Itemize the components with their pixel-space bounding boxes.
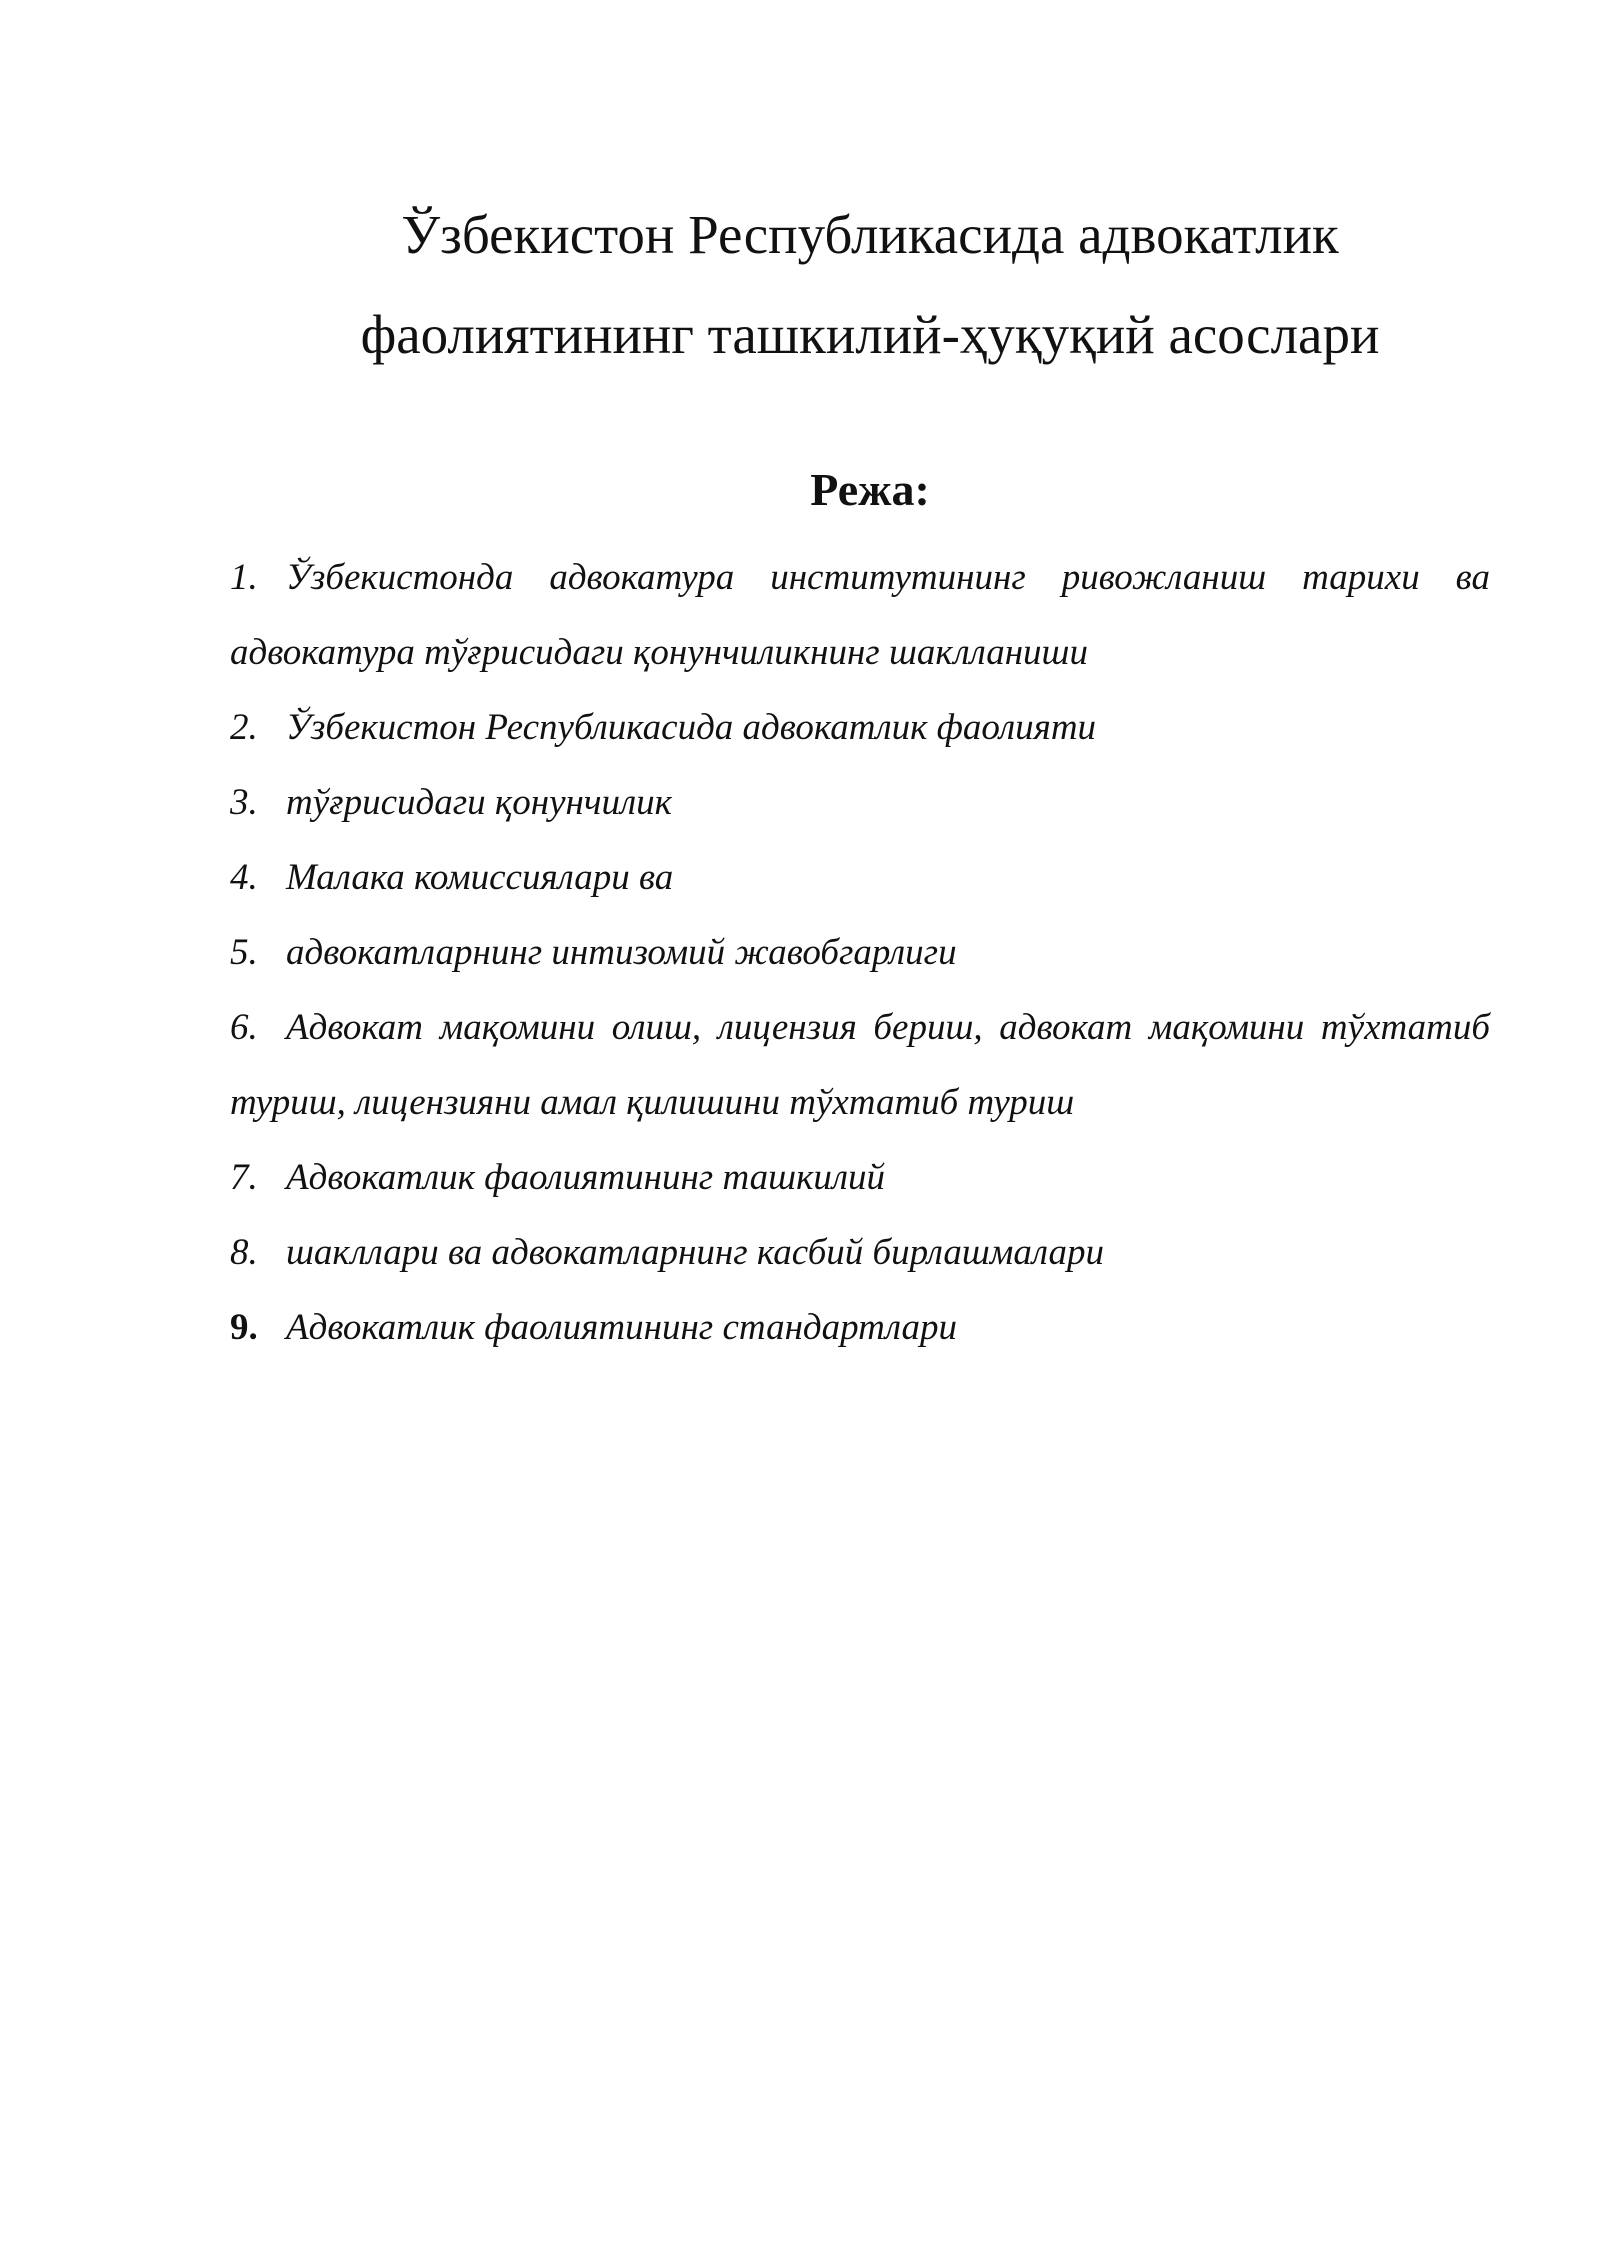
document-title-line-1: Ўзбекистон Республикасида адвокатлик	[401, 203, 1339, 265]
plan-item-number: 8.	[230, 1232, 258, 1273]
plan-item-text: Ўзбекистонда адвокатура институтининг ривожланиш тарихи ва адвокатура тўғрисидаги қонунчиликнинг шаклланиши	[230, 557, 1490, 673]
plan-item-text: Адвокатлик фаолиятининг стандартлари	[286, 1307, 957, 1348]
plan-item-9	[230, 1290, 1490, 1365]
plan-heading: Режа:	[810, 464, 930, 515]
document-title-line-2: фаолиятининг ташкилий-ҳуқуқий асослари	[360, 303, 1380, 365]
plan-item-number: 6.	[230, 1007, 258, 1048]
plan-item-6	[230, 990, 1490, 1140]
plan-item-number: 9.	[230, 1307, 258, 1348]
plan-item-2	[230, 690, 1490, 765]
plan-list	[230, 540, 1490, 1365]
plan-item-number: 5.	[230, 932, 258, 973]
document-title	[200, 185, 1540, 385]
plan-item-3	[230, 765, 1490, 840]
plan-item-text: тўғрисидаги қонунчилик	[286, 782, 672, 823]
plan-item-text: шакллари ва адвокатларнинг касбий бирлашмалари	[286, 1232, 1104, 1273]
plan-item-text: Малака комиссиялари ва	[286, 857, 674, 898]
plan-item-number: 3.	[230, 782, 258, 823]
plan-item-number: 1.	[230, 557, 258, 598]
plan-item-1	[230, 540, 1490, 690]
plan-item-number: 4.	[230, 857, 258, 898]
plan-item-8	[230, 1215, 1490, 1290]
plan-item-text: Адвокат мақомини олиш, лицензия бериш, адвокат мақомини тўхтатиб туриш, лицензияни амал қилишини тўхтатиб туриш	[230, 1007, 1490, 1123]
plan-item-7	[230, 1140, 1490, 1215]
plan-item-number: 7.	[230, 1157, 258, 1198]
plan-item-text: Адвокатлик фаолиятининг ташкилий	[286, 1157, 886, 1198]
plan-item-number: 2.	[230, 707, 258, 748]
plan-item-5	[230, 915, 1490, 990]
plan-item-text: адвокатларнинг интизомий жавобгарлиги	[286, 932, 957, 973]
plan-item-4	[230, 840, 1490, 915]
plan-item-text: Ўзбекистон Республикасида адвокатлик фаолияти	[286, 707, 1097, 748]
